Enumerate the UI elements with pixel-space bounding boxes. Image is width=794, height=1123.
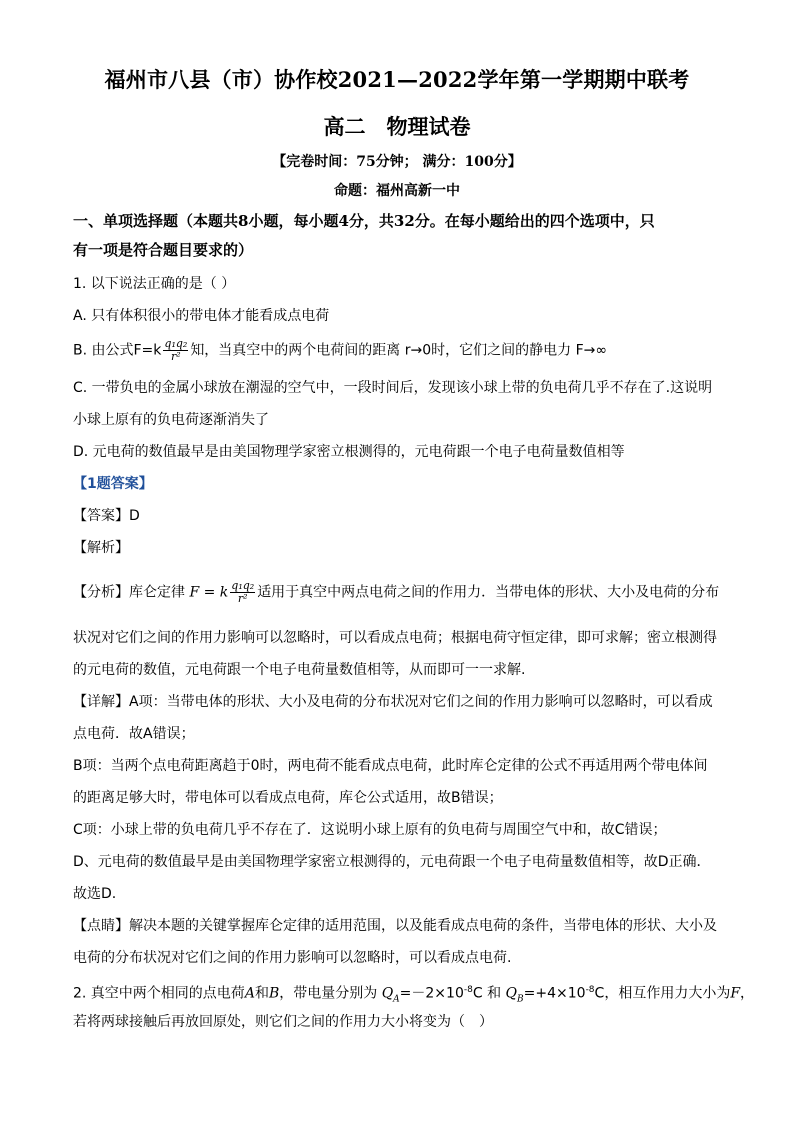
xiangjie-a1-text: A项：当带电体的形状、大小及电荷的分布状况对它们之间的作用力影响可以忽略时，可以看成	[129, 694, 713, 710]
q2-qb-symbol: Q	[505, 985, 518, 1002]
fenxi-tag: 【分析】	[73, 584, 129, 601]
exam-subtitle: 高二 物理试卷	[323, 114, 471, 139]
q2-post: C，相互作用力大小为	[594, 985, 731, 1002]
q1-option-b	[73, 338, 607, 363]
q2-mid: ，带电量分别为	[279, 985, 378, 1002]
q1-option-b-pre: B. 由公式F=k	[73, 342, 162, 359]
q2-qb-val: =+4×10	[523, 985, 586, 1002]
fenxi-fraction-denominator: r²	[237, 592, 248, 605]
fraction-denominator: r²	[171, 350, 181, 363]
q1-option-d: D. 元电荷的数值最早是由美国物理学家密立根测得的，元电荷跟一个电子电荷量数值相等	[73, 444, 625, 460]
q1-answer-tag: 【1题答案】	[73, 476, 153, 492]
q1-option-a: A. 只有体积很小的带电体才能看成点电荷	[73, 308, 330, 324]
q1-dianjing-1	[73, 916, 717, 936]
q1-option-c-line2: 小球上原有的负电荷逐渐消失了	[73, 412, 269, 428]
q1-option-b-post: 知，当真空中的两个电荷间的距离 r→0时，它们之间的静电力 F→∞	[190, 342, 608, 359]
fenxi-pre: 库仑定律	[129, 584, 185, 601]
fenxi-fraction-numerator: q₁q₂	[231, 579, 255, 592]
q1-fenxi-line2: 状况对它们之间的作用力影响可以忽略时，可以看成点电荷；根据电荷守恒定律，即可求解；密立根测得	[73, 630, 717, 646]
q1-xiangjie-c: C项：小球上带的负电荷几乎不存在了．这说明小球上原有的负电荷与周围空气中和，故C错误；	[73, 822, 667, 838]
fenxi-fraction	[230, 580, 255, 605]
q2-qb-sub: B	[517, 994, 524, 1005]
dianjing-tag: 【点睛】	[73, 918, 129, 934]
q1-xiangjie-b1: B项：当两个点电荷距离趋于0时，两电荷不能看成点电荷，此时库仑定律的公式不再适用两个带电体间	[73, 758, 708, 774]
q2-and: 和	[254, 985, 269, 1002]
dianjing-text-1: 解决本题的关键掌握库仑定律的适用范围，以及能看成点电荷的条件，当带电体的形状、大小及	[129, 918, 717, 934]
exam-info: 【完卷时间：75分钟； 满分：100分】	[272, 154, 522, 170]
exam-title: 福州市八县（市）协作校2021—2022学年第一学期期中联考	[104, 67, 690, 92]
q1-option-c-line1: C. 一带负电的金属小球放在潮湿的空气中，一段时间后，发现该小球上带的负电荷几乎不存在了.这说明	[73, 380, 713, 396]
q1-analysis-tag: 【解析】	[73, 540, 129, 556]
xiangjie-tag: 【详解】	[73, 694, 129, 710]
q1-answer: 【答案】D	[73, 508, 140, 524]
q1-stem: 1. 以下说法正确的是（ ）	[73, 276, 236, 292]
fenxi-formula: F = k	[189, 584, 229, 601]
q2-qa-unit: C 和	[472, 985, 502, 1002]
q2-qa-symbol: Q	[381, 985, 394, 1002]
fenxi-post: 适用于真空中两点电荷之间的作用力．当带电体的形状、大小及电荷的分布	[257, 584, 720, 601]
q1-xiangjie-a2: 点电荷．故A错误；	[73, 726, 195, 742]
q1-xiangjie-d: D、元电荷的数值最早是由美国物理学家密立根测得的，元电荷跟一个电子电荷量数值相等，故D正确．	[73, 854, 711, 870]
section-heading-line1: 一、单项选择题（本题共8小题，每小题4分，共32分。在每小题给出的四个选项中，只	[73, 212, 655, 230]
q1-dianjing-2: 电荷的分布状况对它们之间的作用力影响可以忽略时，可以看成点电荷.	[73, 950, 512, 966]
section-heading-line2: 有一项是符合题目要求的）	[73, 241, 254, 259]
q2-qa-exp: -8	[463, 985, 473, 995]
q2-charge-a: A	[244, 985, 255, 1002]
exam-setter: 命题：福州高新一中	[334, 183, 460, 199]
q2-qa-val: =－2×10	[399, 985, 464, 1002]
q2-qb-exp: -8	[585, 985, 595, 995]
q1-xiangjie-end: 故选D.	[73, 886, 117, 902]
q2-line2: 若将两球接触后再放回原处，则它们之间的作用力大小将变为（ ）	[73, 1014, 493, 1030]
q2-comma: ，	[740, 985, 755, 1002]
q1-fenxi-line3: 的元电荷的数值，元电荷跟一个电子电荷量数值相等，从而即可一一求解.	[73, 662, 526, 678]
fraction-numerator: q₁q₂	[164, 337, 188, 350]
q2-qa-sub: A	[393, 994, 400, 1005]
q1-xiangjie-a1	[73, 692, 713, 712]
q2-pre: 2. 真空中两个相同的点电荷	[73, 985, 245, 1002]
coulomb-fraction	[163, 338, 188, 363]
q1-xiangjie-b2: 的距离足够大时，带电体可以看成点电荷，库仑公式适用，故B错误；	[73, 790, 503, 806]
q1-fenxi	[73, 580, 719, 605]
q2-line1	[73, 980, 754, 1009]
q2-force: F	[730, 985, 741, 1002]
q2-charge-b: B	[268, 985, 280, 1002]
